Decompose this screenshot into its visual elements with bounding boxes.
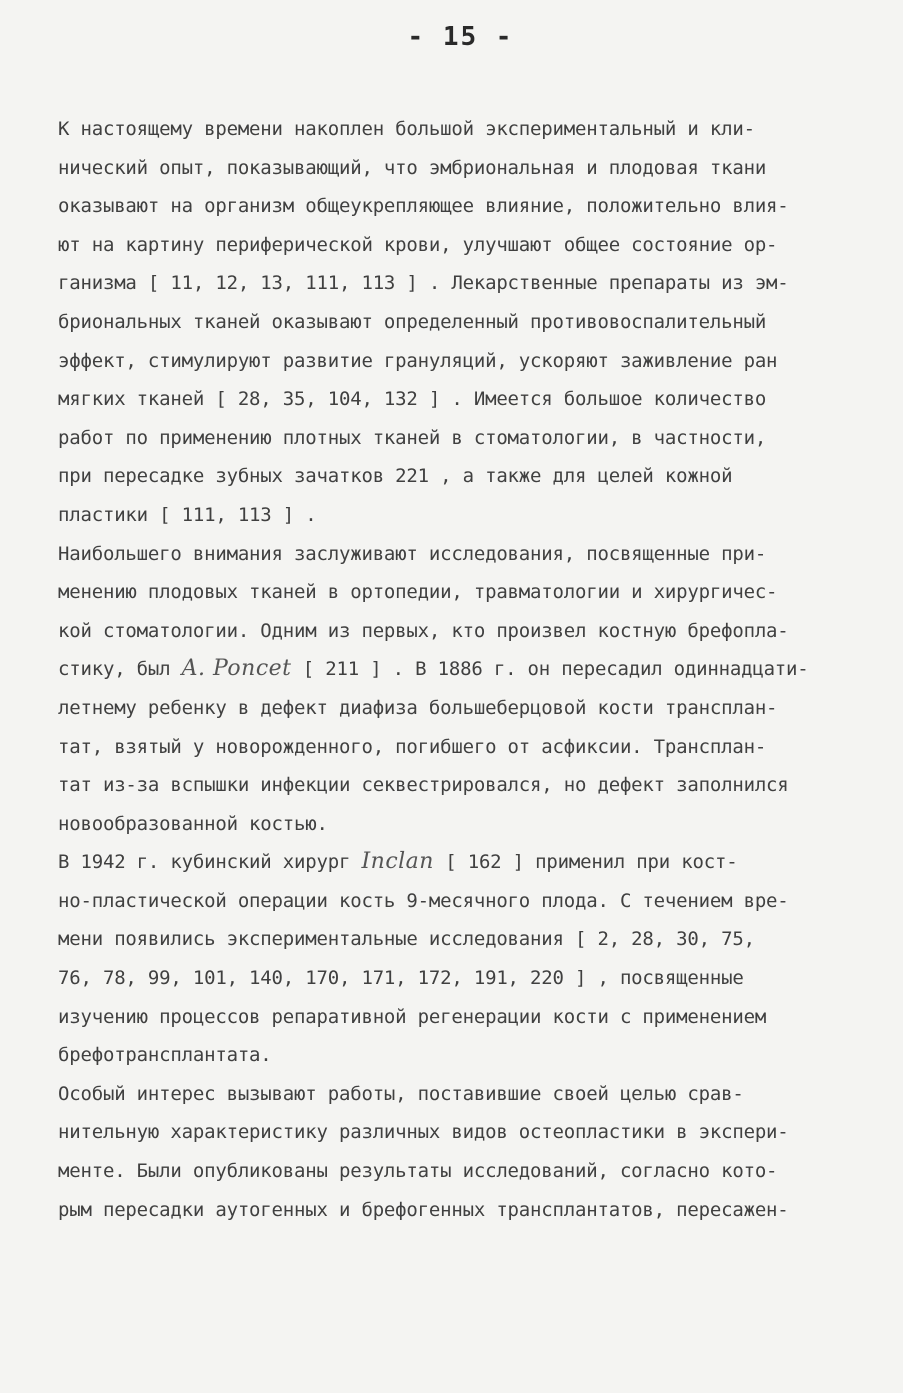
text-line-with-handwriting — [58, 843, 863, 882]
text-segment: В 1942 г. кубинский хирург — [58, 851, 351, 874]
text-line: пластики [ 111, 113 ] . — [58, 503, 317, 526]
text-line: бриональных тканей оказывают определенный противовоспалительный — [58, 310, 767, 333]
paragraph-3 — [58, 843, 863, 1075]
text-line: тат, взятый у новорожденного, погибшего от асфиксии. Трансплан- — [58, 735, 767, 758]
text-line: Особый интерес вызывают работы, поставившие своей целью срав- — [58, 1082, 744, 1105]
text-line-with-handwriting — [58, 650, 863, 689]
text-line: ют на картину периферической крови, улучшают общее состояние ор- — [58, 233, 778, 256]
text-line: нический опыт, показывающий, что эмбриональная и плодовая ткани — [58, 156, 767, 179]
text-line: летнему ребенку в дефект диафиза большеберцовой кости трансплан- — [58, 696, 778, 719]
text-line: работ по применению плотных тканей в стоматологии, в частности, — [58, 426, 767, 449]
text-line: новообразованной костью. — [58, 812, 328, 835]
text-line: менте. Были опубликованы результаты исследований, согласно кото- — [58, 1160, 778, 1183]
text-segment: [ 162 ] применил при кост- — [433, 851, 738, 874]
text-line: нительную характеристику различных видов остеопластики в экспери- — [58, 1121, 789, 1144]
text-line: 76, 78, 99, 101, 140, 170, 171, 172, 191, 220 ] , посвященные — [58, 967, 744, 990]
text-line: рым пересадки аутогенных и брефогенных трансплантатов, пересажен- — [58, 1198, 789, 1221]
paragraph-1 — [58, 110, 863, 535]
text-line: мени появились экспериментальные исследования [ 2, 28, 30, 75, — [58, 928, 755, 951]
page-number: - 15 - — [407, 22, 514, 52]
text-line: менению плодовых тканей в ортопедии, травматологии и хирургичес- — [58, 581, 778, 604]
text-line: кой стоматологии. Одним из первых, кто произвел костную брефопла- — [58, 619, 789, 642]
text-line: К настоящему времени накоплен большой экспериментальный и кли- — [58, 118, 755, 140]
text-line: брефотрансплантата. — [58, 1044, 272, 1067]
text-line: но-пластической операции кость 9-месячного плода. С течением вре- — [58, 889, 789, 912]
text-line: оказывают на организм общеукрепляющее влияние, положительно влия- — [58, 195, 789, 218]
handwritten-author-name: A. Poncet — [181, 656, 292, 682]
text-line: изучению процессов репаративной регенерации кости с применением — [58, 1005, 767, 1028]
paragraph-4 — [58, 1075, 863, 1229]
text-segment: [ 211 ] . В 1886 г. он пересадил одиннадцати- — [291, 658, 809, 681]
handwritten-author-name: Inclan — [361, 849, 434, 875]
text-line: тат из-за вспышки инфекции секвестрировался, но дефект заполнился — [58, 774, 789, 797]
text-line: мягких тканей [ 28, 35, 104, 132 ] . Имеется большое количество — [58, 388, 767, 411]
text-line: при пересадке зубных зачатков 221 , а также для целей кожной — [58, 465, 733, 488]
text-line: Наибольшего внимания заслуживают исследования, посвященные при- — [58, 542, 767, 565]
text-segment: стику, был — [58, 658, 171, 681]
paragraph-2 — [58, 535, 863, 844]
text-line: ганизма [ 11, 12, 13, 111, 113 ] . Лекарственные препараты из эм- — [58, 272, 789, 295]
text-line: эффект, стимулируют развитие грануляций, ускоряют заживление ран — [58, 349, 778, 372]
